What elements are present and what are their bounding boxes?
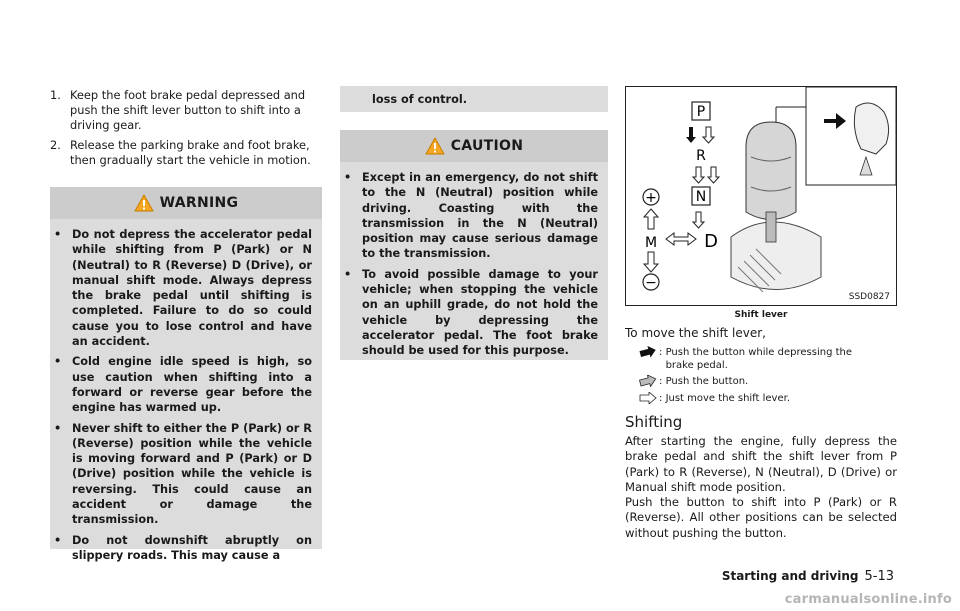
move-intro: To move the shift lever, xyxy=(625,326,766,340)
gear-label-d: D xyxy=(704,231,718,252)
shifting-paragraph: Push the button to shift into P (Park) or R (Reverse). All other positions can be selected without pushing the button. xyxy=(625,495,897,540)
gear-label-r: R xyxy=(696,148,706,164)
gear-label-plus: + xyxy=(645,190,657,206)
solid-arrow-icon xyxy=(625,346,659,372)
legend-row: : Just move the shift lever. xyxy=(625,392,866,405)
caution-box xyxy=(340,130,608,360)
shift-lever-figure xyxy=(625,86,897,306)
warning-continued-box xyxy=(340,86,608,112)
step-list xyxy=(50,88,322,172)
legend-row: : Push the button while depressing the brake pedal. xyxy=(625,346,866,372)
shifting-heading: Shifting xyxy=(625,413,683,431)
gear-label-m: M xyxy=(644,235,658,251)
warning-item: • Never shift to either the P (Park) or R (Reverse) position while the vehicle is moving forward and P (Park) or D (Drive) position while the vehicle is reversing. This could cause an accident or damage the transmission. xyxy=(54,421,312,527)
warning-item: • Do not depress the accelerator pedal while shifting from P (Park) or N (Neutral) to R (Reverse) D (Drive), or manual shift mode. Always depress the brake pedal until shifting is completed. Failure to do so could cause you to lose control and have an accident. xyxy=(54,228,312,349)
caution-header xyxy=(340,130,608,162)
caution-title: CAUTION xyxy=(450,138,524,154)
hatched-arrow-icon xyxy=(625,375,659,388)
gear-label-minus: − xyxy=(645,275,657,291)
warning-item: • Do not downshift abruptly on slippery roads. This may cause a xyxy=(54,533,312,562)
legend-row: : Push the button. xyxy=(625,375,866,388)
warning-box xyxy=(50,187,322,562)
caution-triangle-icon xyxy=(425,137,445,155)
figure-caption: Shift lever xyxy=(734,310,788,320)
watermark: carmanualsonline.info xyxy=(784,592,952,607)
caution-list xyxy=(340,162,608,359)
shift-lever-diagram xyxy=(626,87,896,305)
step-item: 1. Keep the foot brake pedal depressed and push the shift lever button to shift into a driving gear. xyxy=(50,88,306,133)
warning-title: WARNING xyxy=(159,195,239,211)
warning-header xyxy=(50,187,322,219)
step-item: 2. Release the parking brake and foot brake, then gradually start the vehicle in motion. xyxy=(50,137,311,167)
page-number: 5-13 xyxy=(864,569,894,584)
warning-item: • Cold engine idle speed is high, so use caution when shifting into a forward or reverse gear before the engine has warmed up. xyxy=(54,355,312,415)
caution-item: • To avoid possible damage to your vehicle; when stopping the vehicle on an uphill grade, do not hold the vehicle by depressing the accelerator pedal. The foot brake should be used for this purpose. xyxy=(344,267,598,358)
gear-label-n: N xyxy=(695,189,707,205)
outline-arrow-icon xyxy=(625,392,659,405)
warning-list xyxy=(50,219,322,563)
gear-label-p: P xyxy=(696,104,706,120)
shifting-paragraph: After starting the engine, fully depress the brake pedal and shift the shift lever from P (Park) to R (Reverse), N (Neutral), D (Drive) or Manual shift mode position. xyxy=(625,434,897,495)
page-footer xyxy=(722,569,894,584)
warning-continued-text: loss of control. xyxy=(372,93,468,106)
caution-item: • Except in an emergency, do not shift to the N (Neutral) position while driving. Coasting with the transmission in the N (Neutral) position may cause serious damage to the transmission. xyxy=(344,171,598,261)
footer-section: Starting and driving xyxy=(721,569,859,583)
warning-triangle-icon xyxy=(134,194,154,212)
figure-code: SSD0827 xyxy=(848,292,890,302)
